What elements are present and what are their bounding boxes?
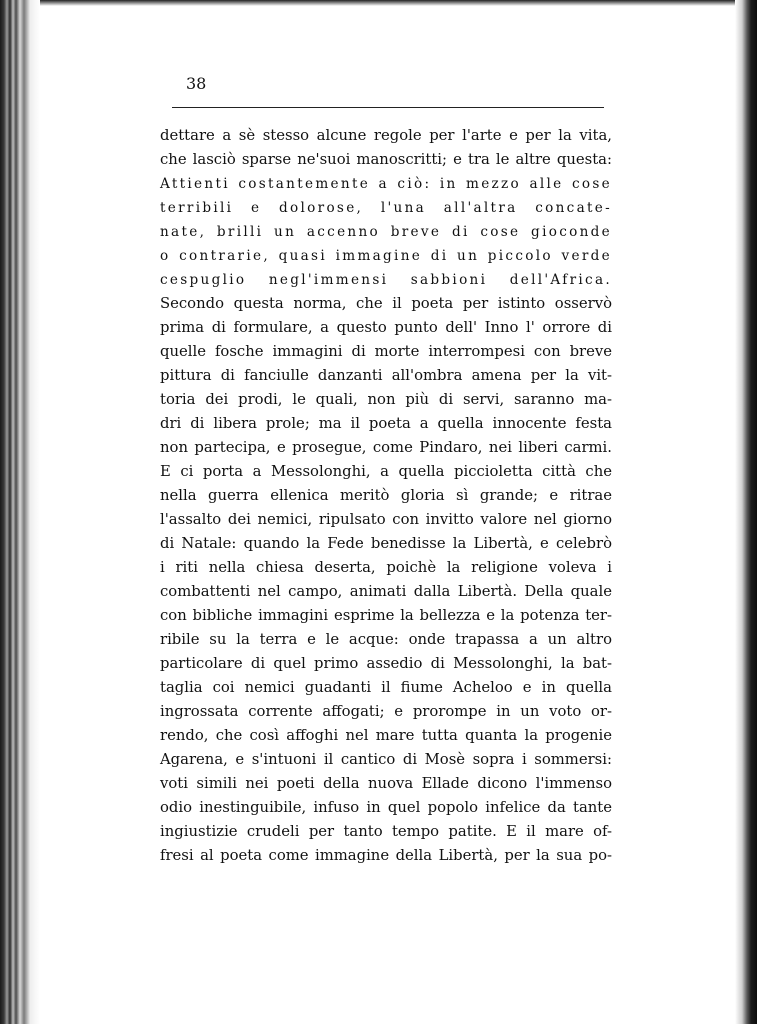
text-line: di Natale: quando la Fede benedisse la Libertà, e celebrò: [160, 535, 612, 552]
text-line: taglia coi nemici guadanti il fiume Acheloo e in quella: [160, 679, 612, 696]
book-binding-edge: [0, 0, 40, 1024]
text-line-spaced: Attienti costantemente a ciò: in mezzo alle cose: [160, 176, 612, 192]
text-line: i riti nella chiesa deserta, poichè la religione voleva i: [160, 559, 612, 576]
text-line: che lasciò sparse ne'suoi manoscritti; e tra le altre questa:: [160, 151, 612, 168]
page-right-edge: [735, 0, 757, 1024]
page-number: 38: [186, 74, 207, 93]
body-text: [160, 124, 612, 868]
text-line-spaced: cespuglio negl'immensi sabbioni dell'Africa.: [160, 272, 612, 288]
text-line: prima di formulare, a questo punto dell' Inno l' orrore di: [160, 319, 612, 336]
text-line-spaced: terribili e dolorose, l'una all'altra concate-: [160, 200, 612, 216]
text-line: Agarena, e s'intuoni il cantico di Mosè sopra i sommersi:: [160, 751, 612, 768]
text-line: non partecipa, e prosegue, come Pindaro, nei liberi carmi.: [160, 439, 612, 456]
text-line: ingrossata corrente affogati; e prorompe in un voto or-: [160, 703, 612, 720]
text-line: nella guerra ellenica meritò gloria sì grande; e ritrae: [160, 487, 612, 504]
text-line: dri di libera prole; ma il poeta a quella innocente festa: [160, 415, 612, 432]
text-line: pittura di fanciulle danzanti all'ombra amena per la vit-: [160, 367, 612, 384]
text-line: quelle fosche immagini di morte interrompesi con breve: [160, 343, 612, 360]
text-line: combattenti nel campo, animati dalla Libertà. Della quale: [160, 583, 612, 600]
text-line: odio inestinguibile, infuso in quel popolo infelice da tante: [160, 799, 612, 816]
header-rule: [172, 107, 604, 108]
text-line: voti simili nei poeti della nuova Ellade dicono l'immenso: [160, 775, 612, 792]
text-line-spaced: o contrarie, quasi immagine di un piccolo verde: [160, 248, 612, 264]
text-line: con bibliche immagini esprime la bellezza e la potenza ter-: [160, 607, 612, 624]
text-line: E ci porta a Messolonghi, a quella piccioletta città che: [160, 463, 612, 480]
text-line: ingiustizie crudeli per tanto tempo patite. E il mare of-: [160, 823, 612, 840]
text-line-spaced: nate, brilli un accenno breve di cose gioconde: [160, 224, 612, 240]
text-line: ribile su la terra e le acque: onde trapassa a un altro: [160, 631, 612, 648]
text-line: fresi al poeta come immagine della Libertà, per la sua po-: [160, 847, 612, 864]
text-line: particolare di quel primo assedio di Messolonghi, la bat-: [160, 655, 612, 672]
text-line: rendo, che così affoghi nel mare tutta quanta la progenie: [160, 727, 612, 744]
text-line: Secondo questa norma, che il poeta per istinto osservò: [160, 295, 612, 312]
text-line: toria dei prodi, le quali, non più di servi, saranno ma-: [160, 391, 612, 408]
text-line: dettare a sè stesso alcune regole per l'arte e per la vita,: [160, 127, 612, 144]
text-line: l'assalto dei nemici, ripulsato con invitto valore nel giorno: [160, 511, 612, 528]
page-top-shadow: [0, 0, 757, 6]
